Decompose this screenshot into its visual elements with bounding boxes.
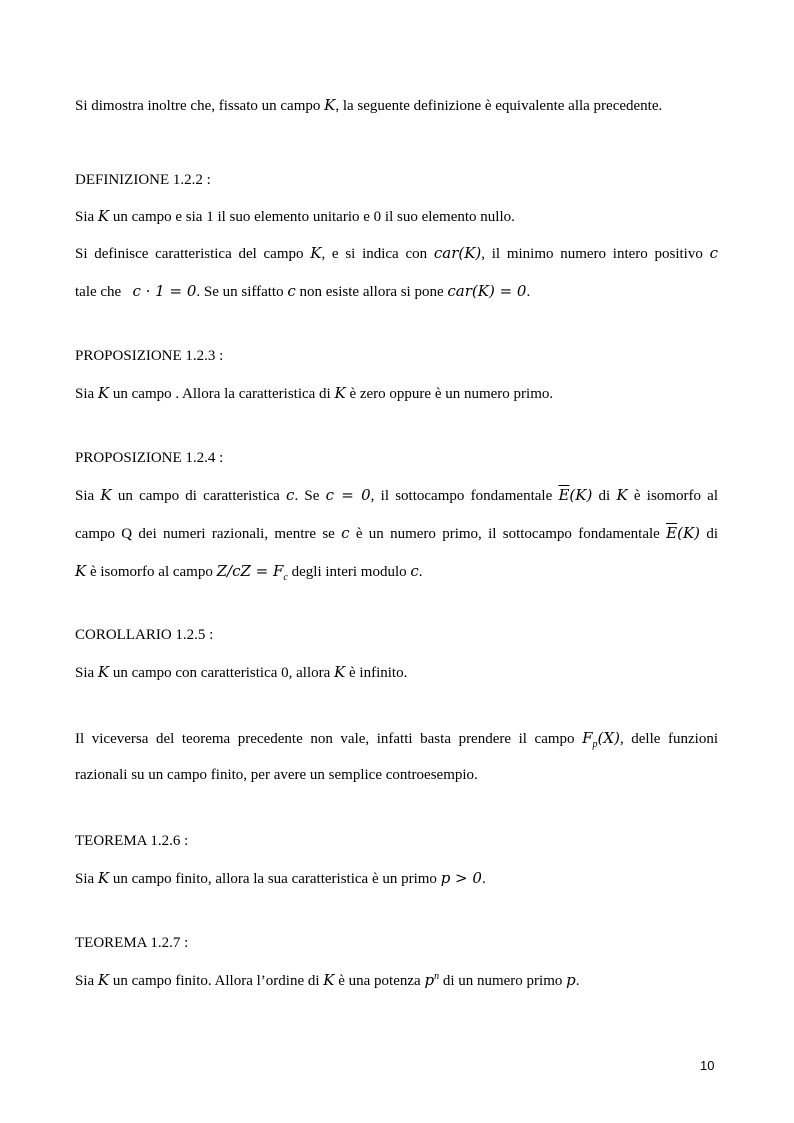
math-var: F: [582, 729, 593, 747]
text: Sia: [75, 488, 101, 504]
text: Il viceversa del teorema precedente non vale, infatti basta prendere il campo: [75, 731, 583, 747]
proposition-heading: PROPOSIZIONE 1.2.4 :: [75, 450, 224, 466]
math-var: K: [97, 663, 110, 681]
remark-line-2: [75, 766, 478, 784]
text: , il sottocampo fondamentale: [370, 488, 559, 504]
text: di un numero primo: [439, 973, 567, 989]
text: . Se un siffatto: [196, 284, 288, 300]
math-expr: (K): [569, 486, 593, 504]
proposition-line-1: [75, 486, 718, 505]
text: è isomorfo al: [627, 488, 719, 504]
theorem-heading: TEOREMA 1.2.6 :: [75, 833, 189, 849]
math-var: p: [566, 971, 576, 989]
math-var: K: [334, 663, 346, 681]
text: Si definisce caratteristica del campo: [75, 246, 311, 262]
proposition-line-2: [75, 524, 718, 543]
math-var: K: [616, 486, 628, 504]
math-var: c: [410, 562, 419, 580]
text: Sia: [75, 871, 98, 887]
text: , e si indica con: [321, 246, 434, 262]
math-expr: (X): [597, 729, 620, 747]
math-superscript: n: [434, 971, 440, 982]
math-var: p: [424, 971, 435, 989]
math-var: K: [97, 384, 110, 402]
text: .: [575, 973, 580, 989]
text: Sia: [75, 665, 98, 681]
math-expr: Z/cZ = F: [216, 562, 284, 580]
text: Sia: [75, 209, 98, 225]
text: razionali su un campo finito, per avere un semplice controesempio.: [75, 767, 478, 783]
math-subscript: p: [592, 739, 598, 750]
definition-line-3: [75, 282, 530, 301]
text: Sia: [75, 386, 98, 402]
math-var: K: [75, 562, 87, 580]
math-expr: c = 0: [325, 486, 371, 504]
text: degli interi modulo: [287, 564, 411, 580]
text: un campo e sia 1 il suo elemento unitario e 0 il suo elemento nullo.: [109, 209, 515, 225]
text: .: [481, 871, 486, 887]
math-var: c: [287, 282, 296, 300]
definition-heading: DEFINIZIONE 1.2.2 :: [75, 172, 211, 188]
definition-line-2: [75, 244, 718, 263]
theorem-heading: TEOREMA 1.2.7 :: [75, 935, 189, 951]
math-var: K: [97, 207, 110, 225]
math-expr: car(K): [433, 244, 482, 262]
text: un campo finito, allora la sua caratteristica è un primo: [109, 871, 441, 887]
math-var: K: [323, 971, 335, 989]
theorem-line-1: [75, 971, 580, 992]
math-subscript: c: [283, 572, 288, 583]
proposition-heading: PROPOSIZIONE 1.2.3 :: [75, 348, 224, 364]
text: è una potenza: [334, 973, 425, 989]
text: un campo con caratteristica 0, allora: [109, 665, 335, 681]
text: un campo . Allora la caratteristica di: [109, 386, 335, 402]
math-var: $\overline{E}$: [666, 524, 678, 542]
proposition-line-3: [75, 562, 423, 583]
text: è un numero primo, il sottocampo fondamentale: [349, 526, 667, 542]
math-var: c: [709, 244, 718, 262]
page-number: 10: [700, 1058, 715, 1073]
math-var: K: [100, 486, 112, 504]
text: . Se: [294, 488, 326, 504]
math-var: K: [310, 244, 322, 262]
math-var: c: [286, 486, 295, 504]
math-var: c: [341, 524, 350, 542]
math-expr: p > 0: [440, 869, 482, 887]
corollary-heading: COROLLARIO 1.2.5 :: [75, 627, 214, 643]
math-expr: car(K) = 0: [447, 282, 527, 300]
text: Sia: [75, 973, 98, 989]
math-expr: (K): [677, 524, 701, 542]
math-var: K: [97, 869, 110, 887]
text: un campo di caratteristica: [111, 488, 287, 504]
text: , delle funzioni: [619, 731, 719, 747]
text: di: [592, 488, 617, 504]
theorem-line-1: [75, 869, 486, 888]
text: di: [700, 526, 718, 542]
math-expr: c · 1 = 0: [132, 282, 197, 300]
math-var: K: [334, 384, 346, 402]
math-var: K: [97, 971, 110, 989]
text: è zero oppure è un numero primo.: [345, 386, 554, 402]
text: non esiste allora si pone: [295, 284, 448, 300]
text: .: [418, 564, 423, 580]
text: Si dimostra inoltre che, fissato un campo: [75, 98, 325, 114]
math-var: K: [324, 96, 336, 114]
remark-line-1: [75, 729, 718, 750]
text: un campo finito. Allora l’ordine di: [109, 973, 324, 989]
text: è infinito.: [345, 665, 408, 681]
text: tale che: [75, 284, 133, 300]
text: è isomorfo al campo: [86, 564, 217, 580]
corollary-line-1: [75, 663, 407, 682]
intro-line: [75, 96, 662, 115]
text: , il minimo numero intero positivo: [481, 246, 710, 262]
text: .: [526, 284, 531, 300]
text: , la seguente definizione è equivalente alla precedente.: [335, 98, 663, 114]
proposition-line-1: [75, 384, 553, 403]
definition-line-1: [75, 207, 515, 226]
math-var: $\overline{E}$: [558, 486, 570, 504]
text: campo Q dei numeri razionali, mentre se: [75, 526, 342, 542]
